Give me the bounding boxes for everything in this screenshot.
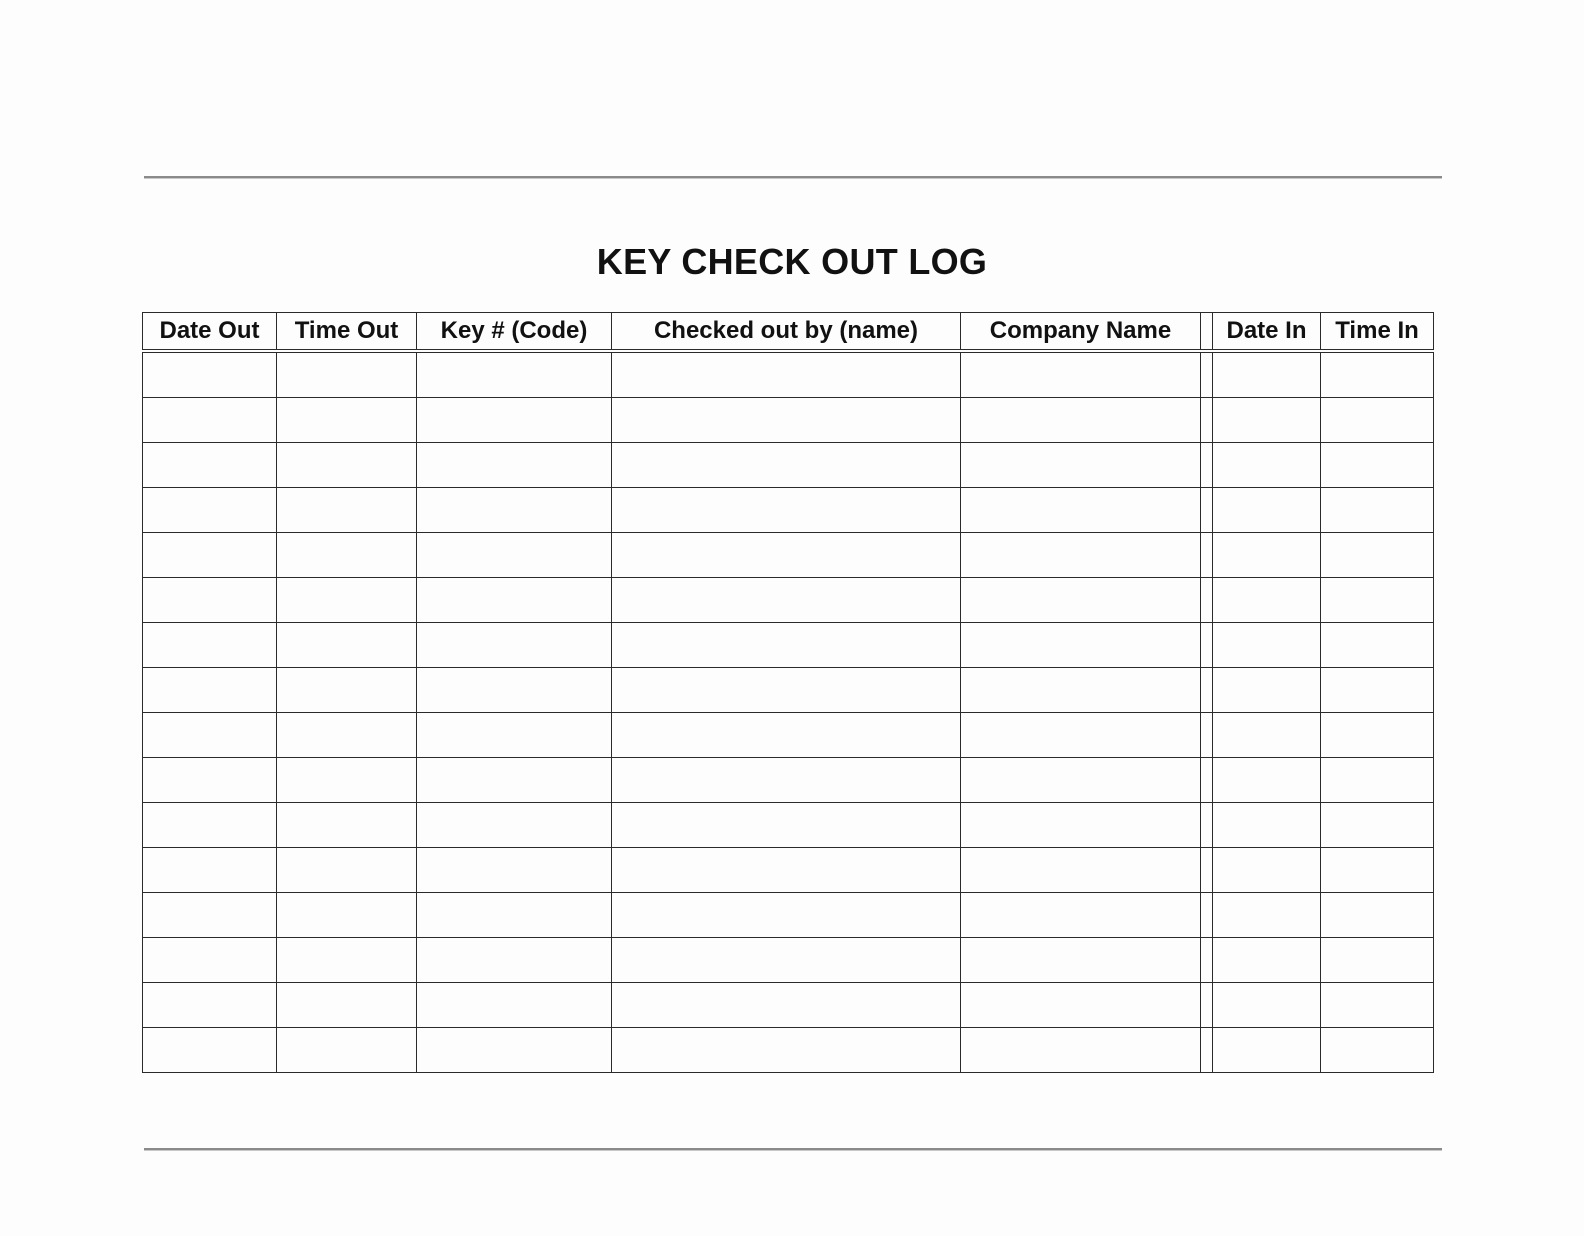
cell-time-out[interactable] — [277, 398, 417, 443]
table-row — [143, 803, 1434, 848]
cell-checked-out-by[interactable] — [612, 623, 961, 668]
table-row — [143, 533, 1434, 578]
table-row — [143, 758, 1434, 803]
cell-date-out[interactable] — [143, 758, 277, 803]
table-row — [143, 398, 1434, 443]
cell-date-in[interactable] — [1213, 893, 1321, 938]
top-rule — [144, 176, 1442, 179]
cell-checked-out-by[interactable] — [612, 578, 961, 623]
cell-checked-out-by[interactable] — [612, 713, 961, 758]
table-row — [143, 623, 1434, 668]
cell-checked-out-by[interactable] — [612, 803, 961, 848]
header-time-in: Time In — [1321, 313, 1434, 352]
cell-time-out[interactable] — [277, 938, 417, 983]
cell-date-in[interactable] — [1213, 398, 1321, 443]
cell-time-in[interactable] — [1321, 398, 1434, 443]
cell-spacer — [1201, 578, 1213, 623]
cell-spacer — [1201, 398, 1213, 443]
cell-checked-out-by[interactable] — [612, 848, 961, 893]
cell-date-in[interactable] — [1213, 488, 1321, 533]
cell-key-code[interactable] — [417, 488, 612, 533]
cell-spacer — [1201, 983, 1213, 1028]
cell-date-out[interactable] — [143, 351, 277, 398]
cell-time-out[interactable] — [277, 1028, 417, 1073]
cell-date-out[interactable] — [143, 1028, 277, 1073]
cell-key-code[interactable] — [417, 713, 612, 758]
table-row — [143, 351, 1434, 398]
cell-spacer — [1201, 1028, 1213, 1073]
cell-date-out[interactable] — [143, 443, 277, 488]
table-row — [143, 713, 1434, 758]
header-spacer — [1201, 313, 1213, 352]
cell-spacer — [1201, 623, 1213, 668]
cell-date-in[interactable] — [1213, 443, 1321, 488]
cell-date-in[interactable] — [1213, 1028, 1321, 1073]
cell-company-name[interactable] — [961, 803, 1201, 848]
key-log-table — [142, 312, 1434, 1073]
cell-checked-out-by[interactable] — [612, 668, 961, 713]
cell-checked-out-by[interactable] — [612, 488, 961, 533]
cell-company-name[interactable] — [961, 758, 1201, 803]
cell-time-in[interactable] — [1321, 713, 1434, 758]
cell-time-out[interactable] — [277, 443, 417, 488]
cell-spacer — [1201, 533, 1213, 578]
cell-company-name[interactable] — [961, 938, 1201, 983]
header-row — [143, 313, 1434, 352]
cell-key-code[interactable] — [417, 1028, 612, 1073]
cell-time-in[interactable] — [1321, 938, 1434, 983]
cell-time-in[interactable] — [1321, 533, 1434, 578]
cell-company-name[interactable] — [961, 983, 1201, 1028]
table-row — [143, 938, 1434, 983]
cell-company-name[interactable] — [961, 623, 1201, 668]
cell-time-out[interactable] — [277, 758, 417, 803]
cell-spacer — [1201, 713, 1213, 758]
table-row — [143, 578, 1434, 623]
cell-spacer — [1201, 803, 1213, 848]
cell-time-out[interactable] — [277, 983, 417, 1028]
cell-company-name[interactable] — [961, 1028, 1201, 1073]
cell-date-in[interactable] — [1213, 713, 1321, 758]
cell-date-out[interactable] — [143, 488, 277, 533]
cell-company-name[interactable] — [961, 713, 1201, 758]
cell-time-out[interactable] — [277, 351, 417, 398]
table-body — [143, 351, 1434, 1073]
header-date-out: Date Out — [143, 313, 277, 352]
cell-date-out[interactable] — [143, 533, 277, 578]
cell-company-name[interactable] — [961, 533, 1201, 578]
cell-date-out[interactable] — [143, 578, 277, 623]
cell-checked-out-by[interactable] — [612, 443, 961, 488]
cell-company-name[interactable] — [961, 351, 1201, 398]
cell-date-out[interactable] — [143, 623, 277, 668]
cell-company-name[interactable] — [961, 488, 1201, 533]
cell-time-out[interactable] — [277, 533, 417, 578]
cell-time-in[interactable] — [1321, 488, 1434, 533]
table-row — [143, 848, 1434, 893]
cell-key-code[interactable] — [417, 398, 612, 443]
cell-key-code[interactable] — [417, 351, 612, 398]
table-row — [143, 1028, 1434, 1073]
cell-date-in[interactable] — [1213, 623, 1321, 668]
cell-spacer — [1201, 848, 1213, 893]
table-row — [143, 893, 1434, 938]
cell-time-out[interactable] — [277, 668, 417, 713]
cell-spacer — [1201, 351, 1213, 398]
cell-time-in[interactable] — [1321, 803, 1434, 848]
cell-spacer — [1201, 893, 1213, 938]
cell-date-out[interactable] — [143, 713, 277, 758]
cell-time-in[interactable] — [1321, 893, 1434, 938]
cell-date-in[interactable] — [1213, 533, 1321, 578]
cell-time-in[interactable] — [1321, 983, 1434, 1028]
cell-checked-out-by[interactable] — [612, 938, 961, 983]
cell-key-code[interactable] — [417, 668, 612, 713]
cell-date-in[interactable] — [1213, 983, 1321, 1028]
cell-spacer — [1201, 758, 1213, 803]
cell-checked-out-by[interactable] — [612, 533, 961, 578]
cell-company-name[interactable] — [961, 893, 1201, 938]
cell-checked-out-by[interactable] — [612, 351, 961, 398]
cell-checked-out-by[interactable] — [612, 758, 961, 803]
cell-time-in[interactable] — [1321, 443, 1434, 488]
cell-spacer — [1201, 668, 1213, 713]
cell-time-out[interactable] — [277, 578, 417, 623]
cell-date-in[interactable] — [1213, 938, 1321, 983]
cell-key-code[interactable] — [417, 938, 612, 983]
cell-key-code[interactable] — [417, 578, 612, 623]
cell-date-out[interactable] — [143, 848, 277, 893]
cell-time-in[interactable] — [1321, 758, 1434, 803]
cell-checked-out-by[interactable] — [612, 1028, 961, 1073]
cell-checked-out-by[interactable] — [612, 983, 961, 1028]
cell-date-out[interactable] — [143, 398, 277, 443]
cell-date-out[interactable] — [143, 803, 277, 848]
table-row — [143, 668, 1434, 713]
cell-spacer — [1201, 488, 1213, 533]
header-key-code: Key # (Code) — [417, 313, 612, 352]
cell-company-name[interactable] — [961, 443, 1201, 488]
cell-time-out[interactable] — [277, 803, 417, 848]
header-time-out: Time Out — [277, 313, 417, 352]
bottom-rule — [144, 1148, 1442, 1151]
header-company-name: Company Name — [961, 313, 1201, 352]
cell-key-code[interactable] — [417, 848, 612, 893]
cell-key-code[interactable] — [417, 443, 612, 488]
cell-time-out[interactable] — [277, 623, 417, 668]
cell-time-out[interactable] — [277, 488, 417, 533]
cell-company-name[interactable] — [961, 578, 1201, 623]
cell-date-in[interactable] — [1213, 351, 1321, 398]
cell-date-out[interactable] — [143, 893, 277, 938]
cell-time-out[interactable] — [277, 713, 417, 758]
cell-time-in[interactable] — [1321, 623, 1434, 668]
cell-key-code[interactable] — [417, 893, 612, 938]
cell-time-in[interactable] — [1321, 351, 1434, 398]
cell-checked-out-by[interactable] — [612, 398, 961, 443]
cell-key-code[interactable] — [417, 983, 612, 1028]
cell-time-in[interactable] — [1321, 578, 1434, 623]
cell-spacer — [1201, 443, 1213, 488]
cell-company-name[interactable] — [961, 668, 1201, 713]
cell-time-in[interactable] — [1321, 848, 1434, 893]
cell-date-out[interactable] — [143, 938, 277, 983]
cell-date-in[interactable] — [1213, 848, 1321, 893]
header-date-in: Date In — [1213, 313, 1321, 352]
cell-key-code[interactable] — [417, 533, 612, 578]
cell-key-code[interactable] — [417, 803, 612, 848]
cell-time-out[interactable] — [277, 848, 417, 893]
cell-company-name[interactable] — [961, 848, 1201, 893]
cell-date-in[interactable] — [1213, 578, 1321, 623]
header-checked-out-by: Checked out by (name) — [612, 313, 961, 352]
cell-date-out[interactable] — [143, 983, 277, 1028]
cell-date-in[interactable] — [1213, 668, 1321, 713]
cell-key-code[interactable] — [417, 623, 612, 668]
cell-checked-out-by[interactable] — [612, 893, 961, 938]
cell-date-out[interactable] — [143, 668, 277, 713]
cell-spacer — [1201, 938, 1213, 983]
cell-company-name[interactable] — [961, 398, 1201, 443]
page-title: KEY CHECK OUT LOG — [596, 241, 988, 282]
cell-time-in[interactable] — [1321, 1028, 1434, 1073]
table-row — [143, 983, 1434, 1028]
table-row — [143, 488, 1434, 533]
table-row — [143, 443, 1434, 488]
cell-date-in[interactable] — [1213, 758, 1321, 803]
cell-key-code[interactable] — [417, 758, 612, 803]
cell-time-in[interactable] — [1321, 668, 1434, 713]
cell-time-out[interactable] — [277, 893, 417, 938]
cell-date-in[interactable] — [1213, 803, 1321, 848]
